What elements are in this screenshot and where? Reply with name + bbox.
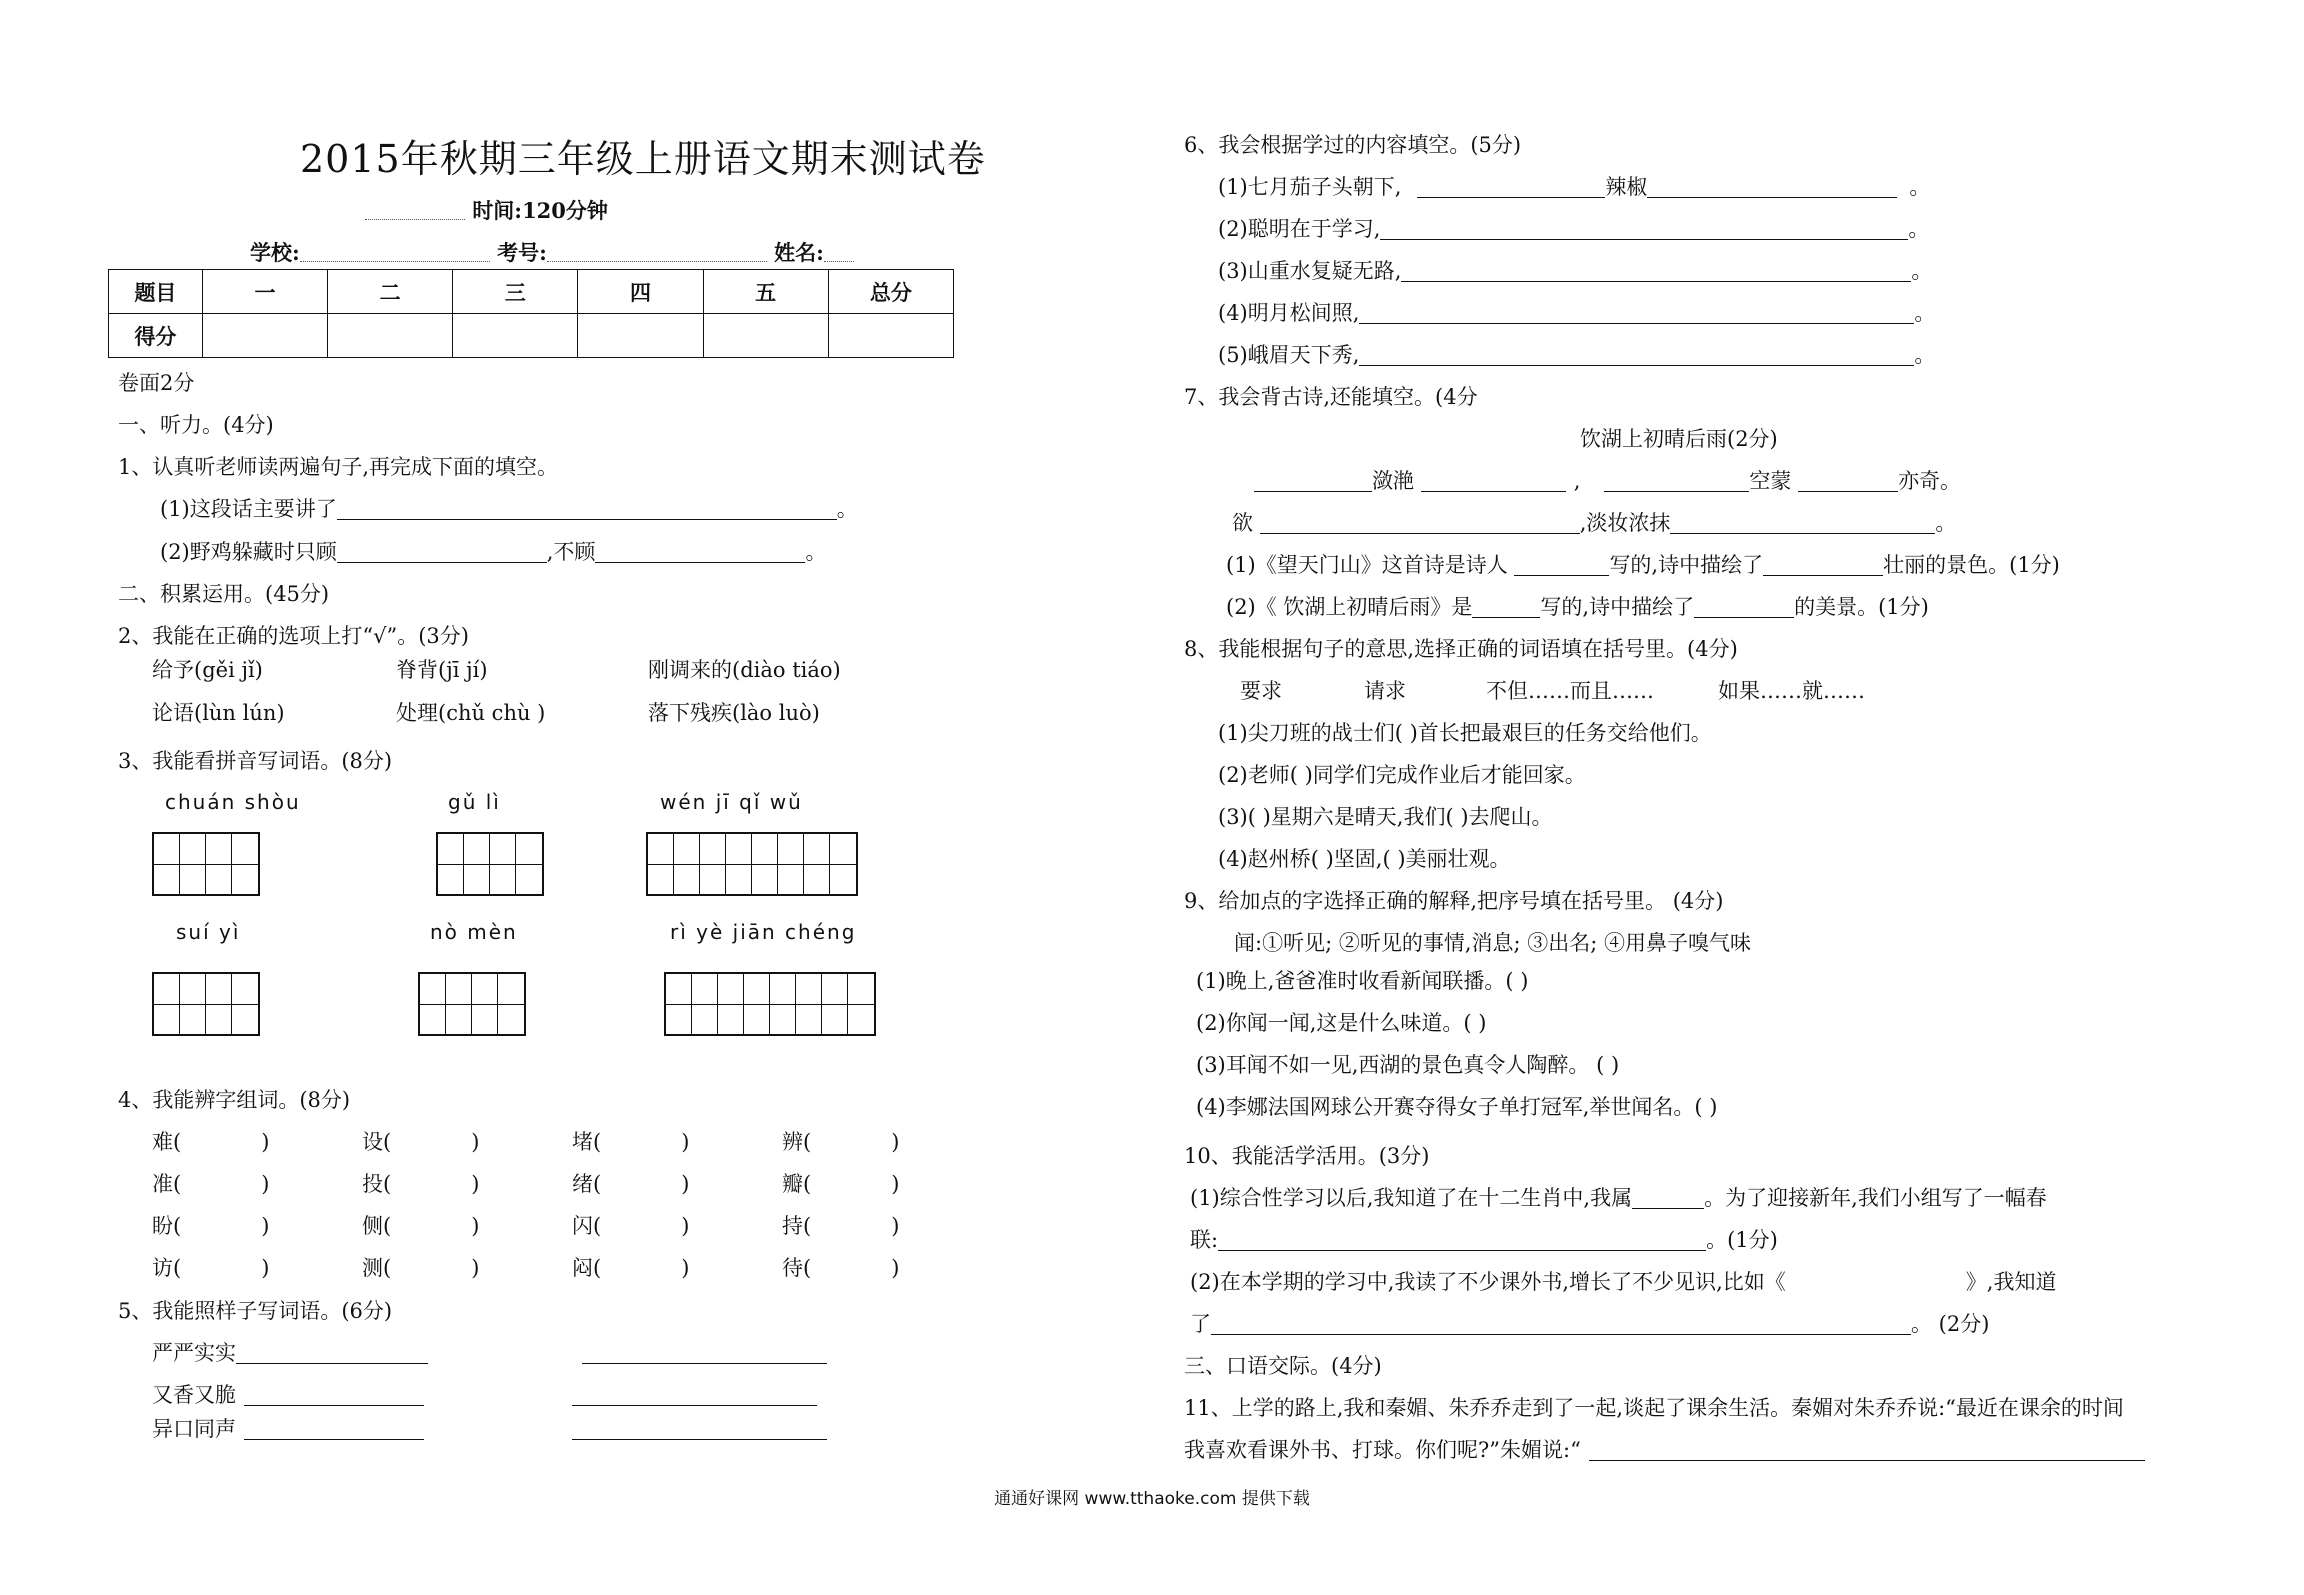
char-item[interactable]: 闪( ) bbox=[572, 1214, 690, 1238]
answer-blank[interactable] bbox=[595, 540, 805, 563]
answer-blank[interactable] bbox=[1604, 469, 1749, 492]
question-10-1: (1)综合性学习以后,我知道了在十二生肖中,我属 。为了迎接新年,我们小组写了一幅春 bbox=[1190, 1186, 2047, 1210]
section-heading: 三、口语交际。(4分) bbox=[1184, 1354, 1382, 1378]
question-1-2: (2)野鸡躲藏时只顾 ,不顾 。 bbox=[160, 540, 827, 564]
pinyin-label: rì yè jiān chéng bbox=[670, 920, 857, 944]
question-1: 1、认真听老师读两遍句子,再完成下面的填空。 bbox=[118, 455, 559, 479]
question-10-2-cont: 了 。 (2分) bbox=[1190, 1312, 1990, 1336]
table-cell: 四 bbox=[578, 270, 703, 314]
table-cell: 五 bbox=[703, 270, 828, 314]
question-8-3: (3)( )星期六是晴天,我们( )去爬山。 bbox=[1218, 805, 1553, 829]
question-3: 3、我能看拼音写词语。(8分) bbox=[118, 749, 393, 773]
answer-blank[interactable] bbox=[1380, 217, 1908, 240]
score-input[interactable] bbox=[578, 314, 703, 358]
answer-blank[interactable] bbox=[1211, 1312, 1911, 1335]
question-9-1: (1)晚上,爸爸准时收看新闻联播。( ) bbox=[1196, 969, 1529, 993]
question-10-2: (2)在本学期的学习中,我读了不少课外书,增长了不少见识,比如《 》,我知道 bbox=[1190, 1270, 2057, 1294]
answer-blank[interactable] bbox=[572, 1417, 827, 1440]
table-cell: 三 bbox=[453, 270, 578, 314]
score-input[interactable] bbox=[202, 314, 327, 358]
question-11: 11、上学的路上,我和秦媚、朱乔乔走到了一起,谈起了课余生活。秦媚对朱乔乔说:“最近在课余的时间 bbox=[1184, 1396, 2124, 1420]
score-input[interactable] bbox=[703, 314, 828, 358]
writing-grid[interactable] bbox=[646, 832, 858, 896]
poem-line-1: 潋滟 , 空蒙 亦奇。 bbox=[1254, 466, 1961, 496]
question-6-2: (2)聪明在于学习, 。 bbox=[1218, 217, 1930, 241]
option-item[interactable]: 脊背(jī jí) bbox=[396, 658, 488, 682]
score-input[interactable] bbox=[828, 314, 953, 358]
option-item[interactable]: 落下残疾(lào luò) bbox=[648, 701, 820, 725]
char-item[interactable]: 准( ) bbox=[152, 1172, 270, 1196]
option-item[interactable]: 给予(gěi jǐ) bbox=[152, 658, 263, 682]
char-item[interactable]: 侧( ) bbox=[362, 1214, 480, 1238]
char-item[interactable]: 辨( ) bbox=[782, 1130, 900, 1154]
answer-blank[interactable] bbox=[1218, 1228, 1706, 1251]
char-item[interactable]: 盼( ) bbox=[152, 1214, 270, 1238]
answer-blank-row bbox=[572, 1380, 817, 1410]
pinyin-label: gǔ lì bbox=[448, 790, 501, 814]
answer-blank-row bbox=[572, 1414, 827, 1444]
section-heading: 二、积累运用。(45分) bbox=[118, 582, 330, 606]
question-8-2: (2)老师( )同学们完成作业后才能回家。 bbox=[1218, 763, 1586, 787]
writing-grid[interactable] bbox=[418, 972, 526, 1036]
answer-blank[interactable] bbox=[1359, 343, 1914, 366]
table-cell: 一 bbox=[202, 270, 327, 314]
paper-note: 卷面2分 bbox=[118, 371, 195, 395]
char-item[interactable]: 难( ) bbox=[152, 1130, 270, 1154]
answer-blank[interactable] bbox=[1632, 1186, 1704, 1209]
header-fields: 学校: 考号: 姓名: bbox=[250, 238, 854, 268]
question-8-4: (4)赵州桥( )坚固,( )美丽壮观。 bbox=[1218, 847, 1511, 871]
writing-grid[interactable] bbox=[436, 832, 544, 896]
question-5: 5、我能照样子写词语。(6分) bbox=[118, 1299, 393, 1323]
char-item[interactable]: 待( ) bbox=[782, 1256, 900, 1280]
answer-blank[interactable] bbox=[244, 1383, 424, 1406]
answer-blank[interactable] bbox=[1763, 553, 1883, 576]
page-title: 2015年秋期三年级上册语文期末测试卷 bbox=[300, 137, 986, 181]
answer-blank[interactable] bbox=[1401, 259, 1911, 282]
question-11-cont: 我喜欢看课外书、打球。你们呢?”朱媚说:“ bbox=[1184, 1435, 2145, 1465]
writing-grid[interactable] bbox=[152, 972, 260, 1036]
answer-blank[interactable] bbox=[1514, 553, 1609, 576]
table-cell: 二 bbox=[328, 270, 453, 314]
example-row: 又香又脆 bbox=[152, 1380, 424, 1410]
question-7-1: (1)《望天门山》这首诗是诗人 写的,诗中描绘了 壮丽的景色。(1分) bbox=[1226, 553, 2060, 577]
answer-blank[interactable] bbox=[1670, 511, 1935, 534]
answer-blank-row bbox=[582, 1338, 827, 1368]
question-4: 4、我能辨字组词。(8分) bbox=[118, 1088, 351, 1112]
question-10: 10、我能活学活用。(3分) bbox=[1184, 1144, 1430, 1168]
char-item[interactable]: 测( ) bbox=[362, 1256, 480, 1280]
char-item[interactable]: 瓣( ) bbox=[782, 1172, 900, 1196]
word-choice: 要求 bbox=[1240, 679, 1282, 703]
question-7: 7、我会背古诗,还能填空。(4分 bbox=[1184, 385, 1478, 409]
score-input[interactable] bbox=[453, 314, 578, 358]
question-9: 9、给加点的字选择正确的解释,把序号填在括号里。 (4分) bbox=[1184, 889, 1724, 913]
answer-blank[interactable] bbox=[337, 540, 547, 563]
table-cell: 得分 bbox=[109, 314, 203, 358]
question-10-1-cont: 联: 。(1分) bbox=[1190, 1228, 1778, 1252]
option-item[interactable]: 刚调来的(diào tiáo) bbox=[648, 658, 841, 682]
table-row bbox=[109, 314, 954, 358]
answer-blank[interactable] bbox=[582, 1341, 827, 1364]
char-item[interactable]: 闷( ) bbox=[572, 1256, 690, 1280]
writing-grid[interactable] bbox=[152, 832, 260, 896]
poem-title: 饮湖上初晴后雨(2分) bbox=[1580, 427, 1778, 451]
answer-blank[interactable] bbox=[1647, 175, 1897, 198]
question-6-3: (3)山重水复疑无路, 。 bbox=[1218, 259, 1933, 283]
pinyin-label: wén jī qǐ wǔ bbox=[660, 790, 803, 814]
option-item[interactable]: 论语(lùn lún) bbox=[152, 701, 285, 725]
answer-blank[interactable] bbox=[1589, 1438, 2145, 1461]
answer-blank[interactable] bbox=[337, 497, 837, 520]
question-7-2: (2)《 饮湖上初晴后雨》是 写的,诗中描绘了 的美景。(1分) bbox=[1226, 595, 1929, 619]
word-choice: 不但……而且…… bbox=[1486, 679, 1654, 703]
writing-grid[interactable] bbox=[664, 972, 876, 1036]
char-item[interactable]: 设( ) bbox=[362, 1130, 480, 1154]
answer-blank[interactable] bbox=[1260, 511, 1580, 534]
answer-blank[interactable] bbox=[1421, 469, 1566, 492]
question-6-4: (4)明月松间照, 。 bbox=[1218, 301, 1936, 325]
pinyin-label: nò mèn bbox=[430, 920, 518, 944]
word-choice: 请求 bbox=[1364, 679, 1406, 703]
table-cell: 题目 bbox=[109, 270, 203, 314]
option-item[interactable]: 处理(chǔ chù ) bbox=[396, 701, 546, 725]
question-6-1: (1)七月茄子头朝下, 辣椒 。 bbox=[1218, 175, 1931, 199]
question-9-4: (4)李娜法国网球公开赛夺得女子单打冠军,举世闻名。( ) bbox=[1196, 1095, 1718, 1119]
question-9-3: (3)耳闻不如一见,西湖的景色真令人陶醉。 ( ) bbox=[1196, 1053, 1620, 1077]
char-item[interactable]: 持( ) bbox=[782, 1214, 900, 1238]
poem-line-2: 欲 ,淡妆浓抹 。 bbox=[1232, 511, 1957, 535]
answer-blank[interactable] bbox=[1417, 175, 1605, 198]
question-8: 8、我能根据句子的意思,选择正确的词语填在括号里。(4分) bbox=[1184, 637, 1738, 661]
definition-line: 闻:①听见; ②听见的事情,消息; ③出名; ④用鼻子嗅气味 bbox=[1234, 931, 1751, 955]
char-item[interactable]: 绪( ) bbox=[572, 1172, 690, 1196]
section-heading: 一、听力。(4分) bbox=[118, 413, 274, 437]
char-item[interactable]: 堵( ) bbox=[572, 1130, 690, 1154]
word-choice: 如果……就…… bbox=[1718, 679, 1865, 703]
question-9-2: (2)你闻一闻,这是什么味道。( ) bbox=[1196, 1011, 1487, 1035]
answer-blank[interactable] bbox=[1359, 301, 1914, 324]
answer-blank[interactable] bbox=[1694, 595, 1794, 618]
example-row: 异口同声 bbox=[152, 1414, 424, 1444]
answer-blank[interactable] bbox=[1798, 469, 1898, 492]
footer: 通通好课网 www.tthaoke.com 提供下载 bbox=[994, 1489, 1310, 1509]
char-item[interactable]: 访( ) bbox=[152, 1256, 270, 1280]
answer-blank[interactable] bbox=[572, 1383, 817, 1406]
answer-blank[interactable] bbox=[236, 1341, 428, 1364]
pinyin-label: suí yì bbox=[176, 920, 241, 944]
pinyin-label: chuán shòu bbox=[165, 790, 301, 814]
question-2: 2、我能在正确的选项上打“√”。(3分) bbox=[118, 624, 469, 648]
answer-blank[interactable] bbox=[1472, 595, 1540, 618]
example-row: 严严实实 bbox=[152, 1338, 428, 1368]
answer-blank[interactable] bbox=[1254, 469, 1372, 492]
question-6: 6、我会根据学过的内容填空。(5分) bbox=[1184, 133, 1522, 157]
char-item[interactable]: 投( ) bbox=[362, 1172, 480, 1196]
header-time: 时间:120分钟 bbox=[365, 196, 608, 226]
question-8-1: (1)尖刀班的战士们( )首长把最艰巨的任务交给他们。 bbox=[1218, 721, 1712, 745]
score-input[interactable] bbox=[328, 314, 453, 358]
table-cell: 总分 bbox=[828, 270, 953, 314]
answer-blank[interactable] bbox=[244, 1417, 424, 1440]
question-6-5: (5)峨眉天下秀, 。 bbox=[1218, 343, 1936, 367]
score-table bbox=[108, 269, 954, 358]
table-row bbox=[109, 270, 954, 314]
question-1-1: (1)这段话主要讲了 。 bbox=[160, 497, 858, 521]
